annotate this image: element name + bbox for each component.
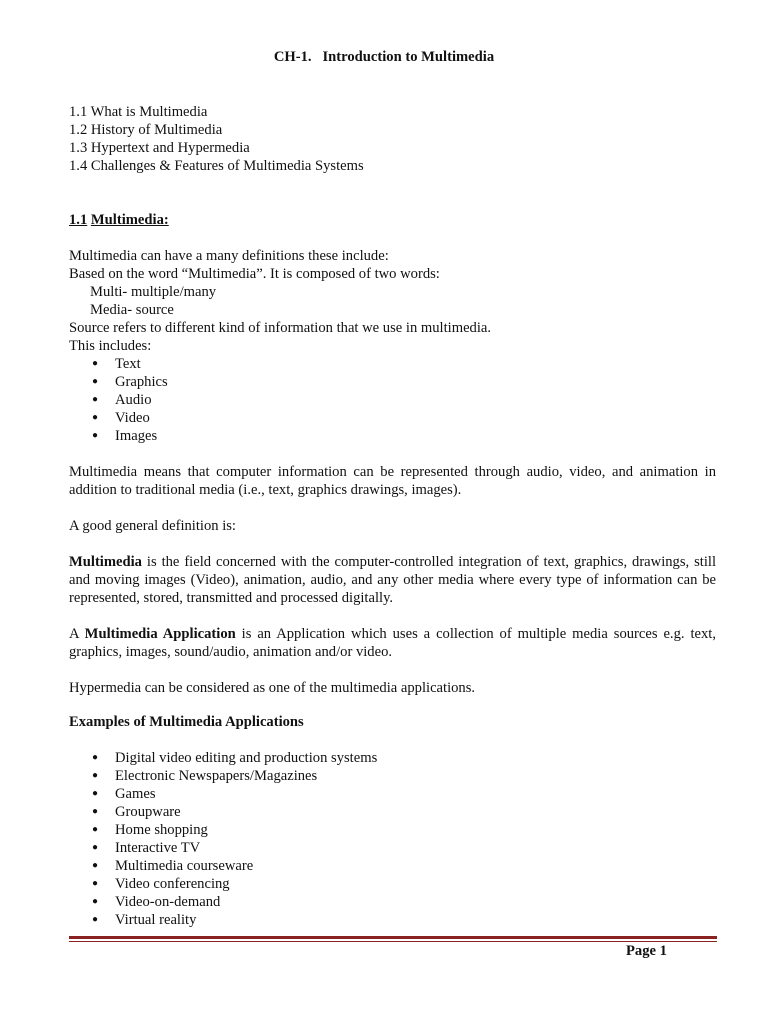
footer-divider bbox=[69, 941, 717, 942]
examples-heading: Examples of Multimedia Applications bbox=[69, 714, 304, 730]
paragraph-hypermedia: Hypermedia can be considered as one of the multimedia applications. bbox=[69, 680, 476, 696]
list-item-text: Digital video editing and production systems bbox=[115, 750, 378, 766]
list-item-text: Multimedia courseware bbox=[115, 858, 254, 874]
list-item-text: Virtual reality bbox=[115, 912, 197, 928]
list-item bbox=[90, 767, 716, 785]
list-item-text: Graphics bbox=[115, 374, 168, 390]
section-heading bbox=[69, 212, 169, 229]
list-item bbox=[90, 409, 716, 427]
paragraph-definition bbox=[69, 553, 716, 607]
list-item-text: Text bbox=[115, 356, 141, 372]
bullet-icon: ● bbox=[92, 358, 99, 369]
page-number: Page 1 bbox=[626, 943, 667, 959]
section-number: 1.1 bbox=[69, 212, 88, 228]
definition-text: is the field concerned with the computer-controlled integration of text, graphics, drawings, still and moving images (Video), animation, audio, and any other media where every type of information can be represented, stored, transmitted and processed digitally. bbox=[69, 554, 716, 606]
intro-includes: This includes: bbox=[69, 338, 152, 354]
bullet-icon: ● bbox=[92, 430, 99, 441]
list-item bbox=[90, 911, 716, 929]
toc-item: 1.4 Challenges & Features of Multimedia Systems bbox=[69, 158, 364, 174]
bullet-icon: ● bbox=[92, 878, 99, 889]
bullet-icon: ● bbox=[92, 860, 99, 871]
bullet-icon: ● bbox=[92, 896, 99, 907]
intro-line: Based on the word “Multimedia”. It is composed of two words: bbox=[69, 266, 440, 282]
list-item-text: Video bbox=[115, 410, 150, 426]
examples-list bbox=[69, 749, 716, 929]
list-item bbox=[90, 893, 716, 911]
bullet-icon: ● bbox=[92, 842, 99, 853]
list-item-text: Groupware bbox=[115, 804, 181, 820]
bullet-icon: ● bbox=[92, 752, 99, 763]
intro-line: Multimedia can have a many definitions these include: bbox=[69, 248, 389, 264]
intro-source: Source refers to different kind of information that we use in multimedia. bbox=[69, 320, 492, 336]
body-text bbox=[69, 247, 716, 929]
list-item bbox=[90, 355, 716, 373]
list-item-text: Audio bbox=[115, 392, 152, 408]
list-item-text: Home shopping bbox=[115, 822, 208, 838]
bullet-icon: ● bbox=[92, 770, 99, 781]
bullet-icon: ● bbox=[92, 394, 99, 405]
application-prefix: A bbox=[69, 626, 85, 642]
media-type-list bbox=[69, 355, 716, 445]
section-name: Multimedia: bbox=[90, 212, 169, 228]
list-item bbox=[90, 821, 716, 839]
list-item bbox=[90, 785, 716, 803]
list-item bbox=[90, 839, 716, 857]
bullet-icon: ● bbox=[92, 806, 99, 817]
list-item bbox=[90, 857, 716, 875]
list-item-text: Interactive TV bbox=[115, 840, 201, 856]
toc-item: 1.1 What is Multimedia bbox=[69, 104, 208, 120]
list-item bbox=[90, 875, 716, 893]
list-item bbox=[90, 427, 716, 445]
list-item-text: Images bbox=[115, 428, 158, 444]
paragraph-application bbox=[69, 625, 716, 661]
application-text: is an Application which uses a collection of multiple media sources e.g. text, graphics, images, sound/audio, animation and/or video. bbox=[69, 626, 716, 660]
page-title: CH-1. Introduction to Multimedia bbox=[273, 49, 495, 65]
paragraph-means: Multimedia means that computer information can be represented through audio, video, and animation in addition to traditional media (i.e., text, graphics drawings, images). bbox=[69, 464, 716, 498]
application-term: Multimedia Application bbox=[84, 626, 236, 642]
toc-item: 1.2 History of Multimedia bbox=[69, 122, 223, 138]
table-of-contents bbox=[69, 103, 364, 175]
list-item-text: Video-on-demand bbox=[115, 894, 221, 910]
definition-term: Multimedia bbox=[69, 554, 142, 570]
list-item-text: Electronic Newspapers/Magazines bbox=[115, 768, 318, 784]
bullet-icon: ● bbox=[92, 788, 99, 799]
list-item bbox=[90, 749, 716, 767]
list-item bbox=[90, 803, 716, 821]
bullet-icon: ● bbox=[92, 412, 99, 423]
bullet-icon: ● bbox=[92, 376, 99, 387]
bullet-icon: ● bbox=[92, 914, 99, 925]
list-item-text: Video conferencing bbox=[115, 876, 230, 892]
list-item-text: Games bbox=[115, 786, 156, 802]
intro-multi: Multi- multiple/many bbox=[90, 284, 217, 300]
toc-item: 1.3 Hypertext and Hypermedia bbox=[69, 140, 250, 156]
list-item bbox=[90, 373, 716, 391]
paragraph-good-definition: A good general definition is: bbox=[69, 518, 236, 534]
intro-media: Media- source bbox=[90, 302, 174, 318]
bullet-icon: ● bbox=[92, 824, 99, 835]
list-item bbox=[90, 391, 716, 409]
footer-divider bbox=[69, 936, 717, 939]
